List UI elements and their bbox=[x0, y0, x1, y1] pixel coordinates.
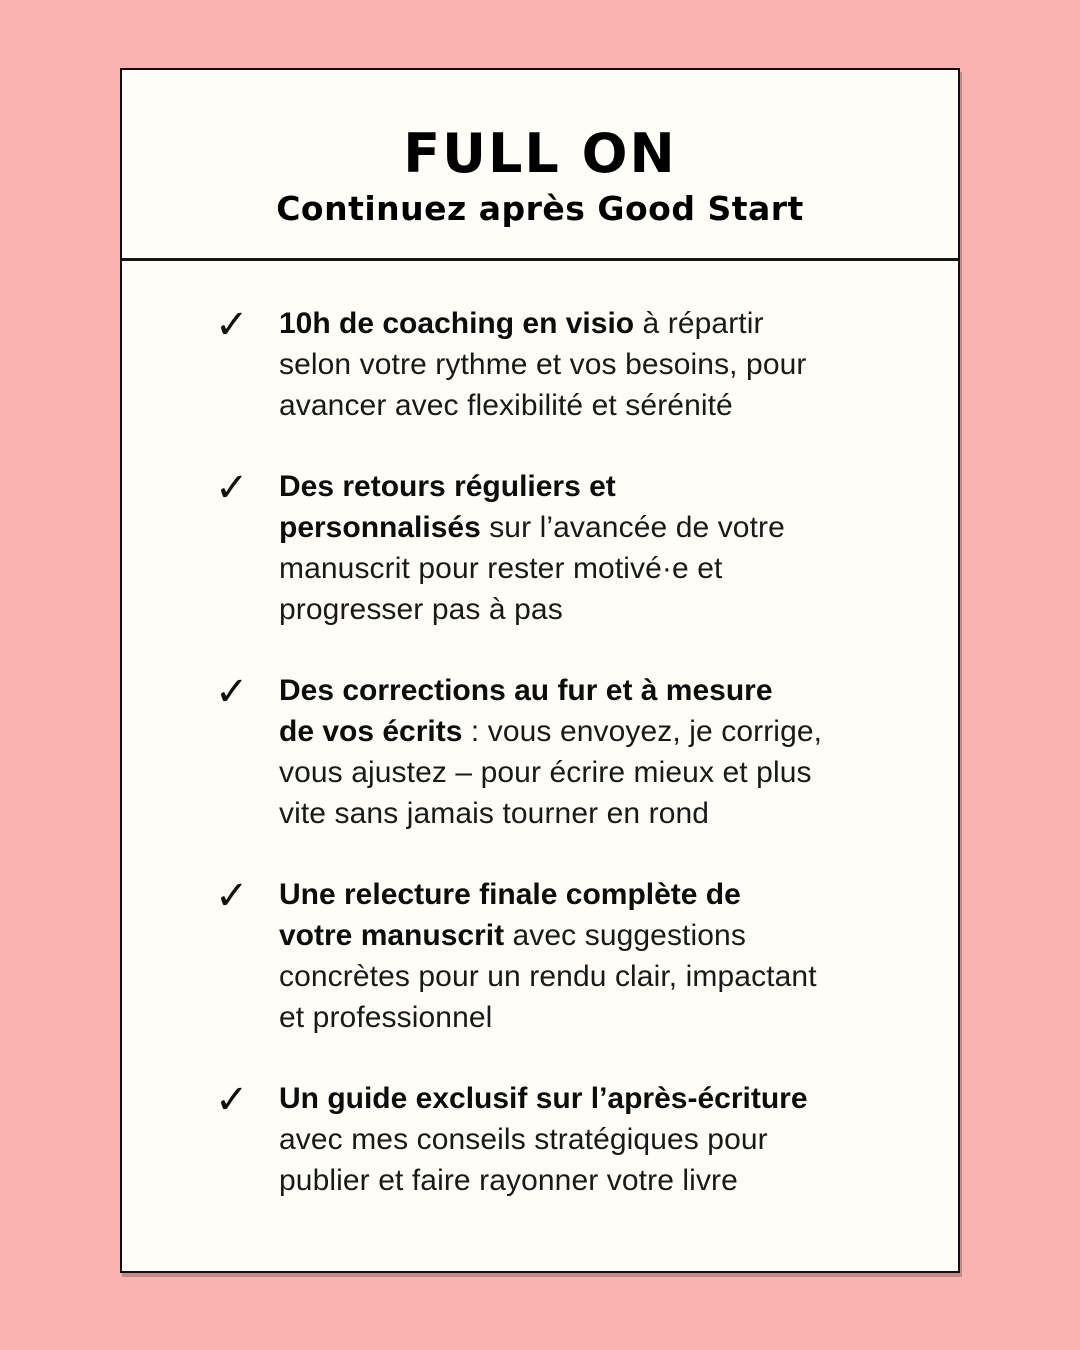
item-text-line: votre manuscrit avec suggestions bbox=[279, 919, 746, 952]
item-text-line: personnalisés sur l’avancée de votre bbox=[279, 511, 785, 544]
item-text-line: vite sans jamais tourner en rond bbox=[279, 797, 710, 830]
item-text-line: avancer avec flexibilité et sérénité bbox=[279, 389, 733, 422]
item-text-line: manuscrit pour rester motivé·e et bbox=[279, 552, 723, 585]
list-item bbox=[215, 874, 888, 1038]
check-icon: ✓ bbox=[215, 873, 249, 919]
item-text-line: de vos écrits : vous envoyez, je corrige, bbox=[279, 715, 823, 748]
check-icon: ✓ bbox=[215, 465, 249, 511]
item-text bbox=[279, 466, 785, 630]
item-text-line: progresser pas à pas bbox=[279, 593, 563, 626]
item-text bbox=[279, 1078, 808, 1201]
item-text bbox=[279, 303, 807, 426]
item-text bbox=[279, 670, 822, 834]
item-text-line: Des retours réguliers et bbox=[279, 470, 616, 503]
item-text-line: Des corrections au fur et à mesure bbox=[279, 674, 773, 707]
item-text-line: 10h de coaching en visio à répartir bbox=[279, 307, 764, 340]
check-icon: ✓ bbox=[215, 1077, 249, 1123]
check-icon: ✓ bbox=[215, 669, 249, 715]
item-text-line: Un guide exclusif sur l’après-écriture bbox=[279, 1082, 808, 1115]
offer-card bbox=[120, 68, 960, 1273]
card-header bbox=[122, 70, 958, 258]
item-text-line: avec mes conseils stratégiques pour bbox=[279, 1123, 768, 1156]
item-text-line: publier et faire rayonner votre livre bbox=[279, 1164, 738, 1197]
list-item bbox=[215, 466, 888, 630]
page-title: FULL ON bbox=[403, 122, 677, 185]
list-item bbox=[215, 1078, 888, 1201]
list-item bbox=[215, 303, 888, 426]
benefits-list bbox=[122, 261, 958, 1201]
list-item bbox=[215, 670, 888, 834]
page-subtitle: Continuez après Good Start bbox=[276, 189, 804, 228]
item-text-line: et professionnel bbox=[279, 1001, 493, 1034]
item-text-line: Une relecture finale complète de bbox=[279, 878, 741, 911]
item-text-line: concrètes pour un rendu clair, impactant bbox=[279, 960, 817, 993]
item-text bbox=[279, 874, 817, 1038]
item-text-line: selon votre rythme et vos besoins, pour bbox=[279, 348, 807, 381]
item-text-line: vous ajustez – pour écrire mieux et plus bbox=[279, 756, 812, 789]
check-icon: ✓ bbox=[215, 302, 249, 348]
